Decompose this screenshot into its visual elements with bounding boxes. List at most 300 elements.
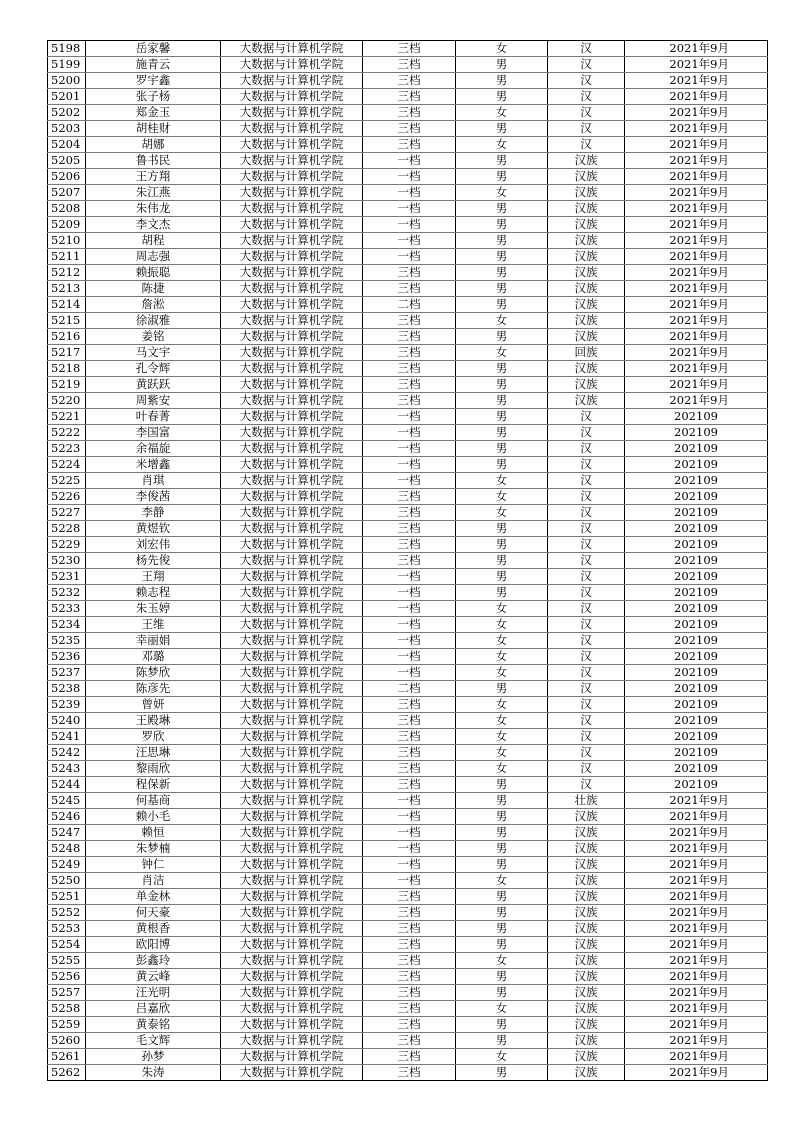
student-name-cell: 岳家馨 <box>86 41 221 57</box>
table-row <box>48 1033 768 1049</box>
aid-tier-cell: 一档 <box>363 617 456 633</box>
enrollment-date-cell: 2021年9月 <box>625 985 768 1001</box>
student-name-cell: 马文宇 <box>86 345 221 361</box>
aid-tier-cell: 三档 <box>363 313 456 329</box>
table-row <box>48 153 768 169</box>
gender-cell: 女 <box>456 761 548 777</box>
student-id-cell: 5200 <box>48 73 86 89</box>
ethnicity-cell: 汉族 <box>548 313 625 329</box>
ethnicity-cell: 汉 <box>548 777 625 793</box>
aid-tier-cell: 三档 <box>363 553 456 569</box>
college-cell: 大数据与计算机学院 <box>221 249 363 265</box>
student-name-cell: 何天豪 <box>86 905 221 921</box>
student-name-cell: 何基商 <box>86 793 221 809</box>
aid-tier-cell: 三档 <box>363 937 456 953</box>
enrollment-date-cell: 2021年9月 <box>625 249 768 265</box>
aid-tier-cell: 一档 <box>363 585 456 601</box>
college-cell: 大数据与计算机学院 <box>221 857 363 873</box>
enrollment-date-cell: 2021年9月 <box>625 1001 768 1017</box>
college-cell: 大数据与计算机学院 <box>221 537 363 553</box>
ethnicity-cell: 汉 <box>548 505 625 521</box>
aid-tier-cell: 一档 <box>363 825 456 841</box>
student-id-cell: 5237 <box>48 665 86 681</box>
student-name-cell: 周志强 <box>86 249 221 265</box>
student-id-cell: 5220 <box>48 393 86 409</box>
gender-cell: 男 <box>456 425 548 441</box>
ethnicity-cell: 汉族 <box>548 873 625 889</box>
college-cell: 大数据与计算机学院 <box>221 57 363 73</box>
enrollment-date-cell: 2021年9月 <box>625 313 768 329</box>
aid-tier-cell: 三档 <box>363 713 456 729</box>
enrollment-date-cell: 2021年9月 <box>625 265 768 281</box>
table-row <box>48 585 768 601</box>
aid-tier-cell: 三档 <box>363 921 456 937</box>
student-name-cell: 胡程 <box>86 233 221 249</box>
gender-cell: 女 <box>456 729 548 745</box>
gender-cell: 男 <box>456 409 548 425</box>
enrollment-date-cell: 2021年9月 <box>625 377 768 393</box>
student-id-cell: 5232 <box>48 585 86 601</box>
gender-cell: 女 <box>456 489 548 505</box>
college-cell: 大数据与计算机学院 <box>221 313 363 329</box>
student-name-cell: 王殿琳 <box>86 713 221 729</box>
table-row <box>48 921 768 937</box>
ethnicity-cell: 汉族 <box>548 969 625 985</box>
table-row <box>48 761 768 777</box>
gender-cell: 女 <box>456 473 548 489</box>
gender-cell: 女 <box>456 633 548 649</box>
ethnicity-cell: 汉 <box>548 57 625 73</box>
table-row <box>48 409 768 425</box>
student-id-cell: 5247 <box>48 825 86 841</box>
enrollment-date-cell: 2021年9月 <box>625 169 768 185</box>
student-name-cell: 肖琪 <box>86 473 221 489</box>
ethnicity-cell: 汉族 <box>548 905 625 921</box>
student-id-cell: 5261 <box>48 1049 86 1065</box>
table-row <box>48 569 768 585</box>
student-name-cell: 朱伟龙 <box>86 201 221 217</box>
ethnicity-cell: 汉族 <box>548 1049 625 1065</box>
table-row <box>48 793 768 809</box>
student-name-cell: 朱梦楠 <box>86 841 221 857</box>
college-cell: 大数据与计算机学院 <box>221 569 363 585</box>
enrollment-date-cell: 202109 <box>625 409 768 425</box>
table-row <box>48 553 768 569</box>
college-cell: 大数据与计算机学院 <box>221 617 363 633</box>
student-name-cell: 毛文辉 <box>86 1033 221 1049</box>
aid-tier-cell: 三档 <box>363 777 456 793</box>
ethnicity-cell: 汉 <box>548 73 625 89</box>
student-id-cell: 5205 <box>48 153 86 169</box>
enrollment-date-cell: 2021年9月 <box>625 361 768 377</box>
gender-cell: 女 <box>456 649 548 665</box>
aid-tier-cell: 一档 <box>363 793 456 809</box>
ethnicity-cell: 汉 <box>548 569 625 585</box>
college-cell: 大数据与计算机学院 <box>221 105 363 121</box>
enrollment-date-cell: 2021年9月 <box>625 873 768 889</box>
student-name-cell: 王维 <box>86 617 221 633</box>
enrollment-date-cell: 202109 <box>625 649 768 665</box>
student-id-cell: 5230 <box>48 553 86 569</box>
student-id-cell: 5246 <box>48 809 86 825</box>
college-cell: 大数据与计算机学院 <box>221 809 363 825</box>
aid-tier-cell: 三档 <box>363 393 456 409</box>
table-row <box>48 857 768 873</box>
student-id-cell: 5259 <box>48 1017 86 1033</box>
aid-tier-cell: 一档 <box>363 857 456 873</box>
gender-cell: 女 <box>456 665 548 681</box>
college-cell: 大数据与计算机学院 <box>221 697 363 713</box>
ethnicity-cell: 汉 <box>548 105 625 121</box>
student-name-cell: 王翔 <box>86 569 221 585</box>
ethnicity-cell: 汉族 <box>548 825 625 841</box>
ethnicity-cell: 汉 <box>548 633 625 649</box>
table-row <box>48 697 768 713</box>
aid-tier-cell: 三档 <box>363 121 456 137</box>
gender-cell: 男 <box>456 521 548 537</box>
aid-tier-cell: 一档 <box>363 873 456 889</box>
college-cell: 大数据与计算机学院 <box>221 489 363 505</box>
student-id-cell: 5211 <box>48 249 86 265</box>
student-id-cell: 5217 <box>48 345 86 361</box>
college-cell: 大数据与计算机学院 <box>221 921 363 937</box>
student-id-cell: 5241 <box>48 729 86 745</box>
enrollment-date-cell: 2021年9月 <box>625 233 768 249</box>
student-name-cell: 张子杨 <box>86 89 221 105</box>
enrollment-date-cell: 202109 <box>625 489 768 505</box>
student-name-cell: 幸丽娟 <box>86 633 221 649</box>
enrollment-date-cell: 202109 <box>625 761 768 777</box>
college-cell: 大数据与计算机学院 <box>221 649 363 665</box>
student-id-cell: 5256 <box>48 969 86 985</box>
aid-tier-cell: 一档 <box>363 441 456 457</box>
student-id-cell: 5242 <box>48 745 86 761</box>
student-name-cell: 李国富 <box>86 425 221 441</box>
aid-tier-cell: 一档 <box>363 425 456 441</box>
ethnicity-cell: 汉族 <box>548 281 625 297</box>
student-name-cell: 徐淑雅 <box>86 313 221 329</box>
student-name-cell: 罗欣 <box>86 729 221 745</box>
college-cell: 大数据与计算机学院 <box>221 905 363 921</box>
student-name-cell: 朱玉婷 <box>86 601 221 617</box>
college-cell: 大数据与计算机学院 <box>221 713 363 729</box>
ethnicity-cell: 汉族 <box>548 153 625 169</box>
student-name-cell: 施青云 <box>86 57 221 73</box>
table-row <box>48 969 768 985</box>
gender-cell: 女 <box>456 105 548 121</box>
table-row <box>48 713 768 729</box>
ethnicity-cell: 汉 <box>548 649 625 665</box>
student-name-cell: 李静 <box>86 505 221 521</box>
aid-tier-cell: 三档 <box>363 73 456 89</box>
student-id-cell: 5201 <box>48 89 86 105</box>
ethnicity-cell: 汉 <box>548 713 625 729</box>
college-cell: 大数据与计算机学院 <box>221 937 363 953</box>
enrollment-date-cell: 2021年9月 <box>625 281 768 297</box>
student-name-cell: 杨先俊 <box>86 553 221 569</box>
table-row <box>48 601 768 617</box>
aid-tier-cell: 三档 <box>363 745 456 761</box>
gender-cell: 女 <box>456 41 548 57</box>
student-name-cell: 罗宇鑫 <box>86 73 221 89</box>
enrollment-date-cell: 202109 <box>625 681 768 697</box>
gender-cell: 男 <box>456 297 548 313</box>
student-id-cell: 5224 <box>48 457 86 473</box>
enrollment-date-cell: 2021年9月 <box>625 201 768 217</box>
enrollment-date-cell: 2021年9月 <box>625 937 768 953</box>
ethnicity-cell: 汉族 <box>548 265 625 281</box>
table-row <box>48 393 768 409</box>
table-row <box>48 249 768 265</box>
table-row <box>48 169 768 185</box>
ethnicity-cell: 汉 <box>548 681 625 697</box>
college-cell: 大数据与计算机学院 <box>221 585 363 601</box>
student-name-cell: 黄云峰 <box>86 969 221 985</box>
student-id-cell: 5223 <box>48 441 86 457</box>
ethnicity-cell: 汉 <box>548 697 625 713</box>
gender-cell: 男 <box>456 217 548 233</box>
student-id-cell: 5260 <box>48 1033 86 1049</box>
table-row <box>48 1001 768 1017</box>
enrollment-date-cell: 202109 <box>625 697 768 713</box>
table-row <box>48 281 768 297</box>
student-id-cell: 5254 <box>48 937 86 953</box>
gender-cell: 男 <box>456 777 548 793</box>
student-id-cell: 5214 <box>48 297 86 313</box>
college-cell: 大数据与计算机学院 <box>221 345 363 361</box>
student-name-cell: 叶春菁 <box>86 409 221 425</box>
college-cell: 大数据与计算机学院 <box>221 329 363 345</box>
student-id-cell: 5199 <box>48 57 86 73</box>
ethnicity-cell: 汉族 <box>548 361 625 377</box>
student-name-cell: 钟仁 <box>86 857 221 873</box>
student-id-cell: 5228 <box>48 521 86 537</box>
student-id-cell: 5257 <box>48 985 86 1001</box>
ethnicity-cell: 汉 <box>548 729 625 745</box>
ethnicity-cell: 汉族 <box>548 377 625 393</box>
ethnicity-cell: 汉族 <box>548 857 625 873</box>
college-cell: 大数据与计算机学院 <box>221 441 363 457</box>
college-cell: 大数据与计算机学院 <box>221 745 363 761</box>
student-roster-table <box>47 40 768 1081</box>
enrollment-date-cell: 2021年9月 <box>625 1033 768 1049</box>
enrollment-date-cell: 2021年9月 <box>625 857 768 873</box>
aid-tier-cell: 三档 <box>363 969 456 985</box>
student-id-cell: 5233 <box>48 601 86 617</box>
student-id-cell: 5203 <box>48 121 86 137</box>
gender-cell: 女 <box>456 617 548 633</box>
college-cell: 大数据与计算机学院 <box>221 1049 363 1065</box>
college-cell: 大数据与计算机学院 <box>221 409 363 425</box>
student-name-cell: 吕嘉欣 <box>86 1001 221 1017</box>
college-cell: 大数据与计算机学院 <box>221 1017 363 1033</box>
college-cell: 大数据与计算机学院 <box>221 1001 363 1017</box>
student-name-cell: 王方翔 <box>86 169 221 185</box>
gender-cell: 女 <box>456 1049 548 1065</box>
college-cell: 大数据与计算机学院 <box>221 473 363 489</box>
enrollment-date-cell: 2021年9月 <box>625 393 768 409</box>
student-name-cell: 孔令辉 <box>86 361 221 377</box>
table-row <box>48 889 768 905</box>
gender-cell: 女 <box>456 345 548 361</box>
college-cell: 大数据与计算机学院 <box>221 393 363 409</box>
gender-cell: 女 <box>456 185 548 201</box>
gender-cell: 男 <box>456 265 548 281</box>
aid-tier-cell: 一档 <box>363 169 456 185</box>
gender-cell: 男 <box>456 361 548 377</box>
table-row <box>48 489 768 505</box>
student-id-cell: 5222 <box>48 425 86 441</box>
aid-tier-cell: 三档 <box>363 105 456 121</box>
table-row <box>48 361 768 377</box>
student-id-cell: 5235 <box>48 633 86 649</box>
student-name-cell: 赖恒 <box>86 825 221 841</box>
college-cell: 大数据与计算机学院 <box>221 793 363 809</box>
student-id-cell: 5251 <box>48 889 86 905</box>
college-cell: 大数据与计算机学院 <box>221 505 363 521</box>
ethnicity-cell: 汉 <box>548 745 625 761</box>
ethnicity-cell: 汉 <box>548 89 625 105</box>
student-id-cell: 5249 <box>48 857 86 873</box>
ethnicity-cell: 壮族 <box>548 793 625 809</box>
table-row <box>48 745 768 761</box>
student-name-cell: 汪光明 <box>86 985 221 1001</box>
gender-cell: 女 <box>456 697 548 713</box>
college-cell: 大数据与计算机学院 <box>221 169 363 185</box>
table-row <box>48 121 768 137</box>
ethnicity-cell: 汉 <box>548 425 625 441</box>
student-name-cell: 欧阳博 <box>86 937 221 953</box>
aid-tier-cell: 三档 <box>363 345 456 361</box>
college-cell: 大数据与计算机学院 <box>221 777 363 793</box>
table-row <box>48 57 768 73</box>
gender-cell: 女 <box>456 601 548 617</box>
ethnicity-cell: 汉族 <box>548 1065 625 1081</box>
table-row <box>48 233 768 249</box>
gender-cell: 女 <box>456 873 548 889</box>
college-cell: 大数据与计算机学院 <box>221 665 363 681</box>
table-row <box>48 217 768 233</box>
college-cell: 大数据与计算机学院 <box>221 217 363 233</box>
ethnicity-cell: 汉 <box>548 665 625 681</box>
roster-rows <box>48 41 768 1081</box>
gender-cell: 男 <box>456 441 548 457</box>
table-row <box>48 825 768 841</box>
student-id-cell: 5248 <box>48 841 86 857</box>
college-cell: 大数据与计算机学院 <box>221 137 363 153</box>
table-row <box>48 1049 768 1065</box>
enrollment-date-cell: 202109 <box>625 729 768 745</box>
college-cell: 大数据与计算机学院 <box>221 985 363 1001</box>
student-name-cell: 姜铭 <box>86 329 221 345</box>
enrollment-date-cell: 2021年9月 <box>625 1049 768 1065</box>
student-name-cell: 黄煜钦 <box>86 521 221 537</box>
enrollment-date-cell: 2021年9月 <box>625 921 768 937</box>
student-name-cell: 周紫安 <box>86 393 221 409</box>
student-name-cell: 陈梦欣 <box>86 665 221 681</box>
enrollment-date-cell: 2021年9月 <box>625 41 768 57</box>
student-id-cell: 5207 <box>48 185 86 201</box>
student-id-cell: 5255 <box>48 953 86 969</box>
gender-cell: 男 <box>456 937 548 953</box>
gender-cell: 男 <box>456 569 548 585</box>
aid-tier-cell: 一档 <box>363 569 456 585</box>
table-row <box>48 1017 768 1033</box>
enrollment-date-cell: 202109 <box>625 441 768 457</box>
table-row <box>48 937 768 953</box>
aid-tier-cell: 三档 <box>363 1017 456 1033</box>
student-id-cell: 5234 <box>48 617 86 633</box>
enrollment-date-cell: 202109 <box>625 457 768 473</box>
ethnicity-cell: 汉 <box>548 585 625 601</box>
enrollment-date-cell: 2021年9月 <box>625 345 768 361</box>
aid-tier-cell: 三档 <box>363 729 456 745</box>
college-cell: 大数据与计算机学院 <box>221 41 363 57</box>
student-id-cell: 5227 <box>48 505 86 521</box>
student-name-cell: 陈捷 <box>86 281 221 297</box>
college-cell: 大数据与计算机学院 <box>221 761 363 777</box>
aid-tier-cell: 一档 <box>363 841 456 857</box>
gender-cell: 男 <box>456 233 548 249</box>
student-id-cell: 5215 <box>48 313 86 329</box>
aid-tier-cell: 三档 <box>363 1001 456 1017</box>
ethnicity-cell: 汉族 <box>548 329 625 345</box>
gender-cell: 男 <box>456 393 548 409</box>
aid-tier-cell: 三档 <box>363 761 456 777</box>
student-id-cell: 5240 <box>48 713 86 729</box>
table-row <box>48 633 768 649</box>
ethnicity-cell: 汉 <box>548 441 625 457</box>
table-row <box>48 537 768 553</box>
gender-cell: 男 <box>456 121 548 137</box>
table-row <box>48 1065 768 1081</box>
gender-cell: 男 <box>456 825 548 841</box>
aid-tier-cell: 一档 <box>363 457 456 473</box>
aid-tier-cell: 二档 <box>363 297 456 313</box>
gender-cell: 男 <box>456 201 548 217</box>
gender-cell: 男 <box>456 169 548 185</box>
student-name-cell: 肖洁 <box>86 873 221 889</box>
aid-tier-cell: 三档 <box>363 377 456 393</box>
aid-tier-cell: 一档 <box>363 217 456 233</box>
gender-cell: 男 <box>456 793 548 809</box>
gender-cell: 男 <box>456 73 548 89</box>
aid-tier-cell: 三档 <box>363 281 456 297</box>
student-name-cell: 黄泰铭 <box>86 1017 221 1033</box>
student-name-cell: 郑金玉 <box>86 105 221 121</box>
student-name-cell: 彭鑫玲 <box>86 953 221 969</box>
student-id-cell: 5243 <box>48 761 86 777</box>
student-id-cell: 5202 <box>48 105 86 121</box>
enrollment-date-cell: 2021年9月 <box>625 841 768 857</box>
enrollment-date-cell: 202109 <box>625 745 768 761</box>
gender-cell: 男 <box>456 809 548 825</box>
college-cell: 大数据与计算机学院 <box>221 233 363 249</box>
enrollment-date-cell: 2021年9月 <box>625 121 768 137</box>
table-row <box>48 345 768 361</box>
college-cell: 大数据与计算机学院 <box>221 89 363 105</box>
gender-cell: 男 <box>456 585 548 601</box>
enrollment-date-cell: 2021年9月 <box>625 89 768 105</box>
table-row <box>48 617 768 633</box>
student-name-cell: 单金林 <box>86 889 221 905</box>
college-cell: 大数据与计算机学院 <box>221 201 363 217</box>
ethnicity-cell: 汉族 <box>548 217 625 233</box>
student-name-cell: 余福旋 <box>86 441 221 457</box>
student-id-cell: 5210 <box>48 233 86 249</box>
college-cell: 大数据与计算机学院 <box>221 521 363 537</box>
enrollment-date-cell: 2021年9月 <box>625 793 768 809</box>
